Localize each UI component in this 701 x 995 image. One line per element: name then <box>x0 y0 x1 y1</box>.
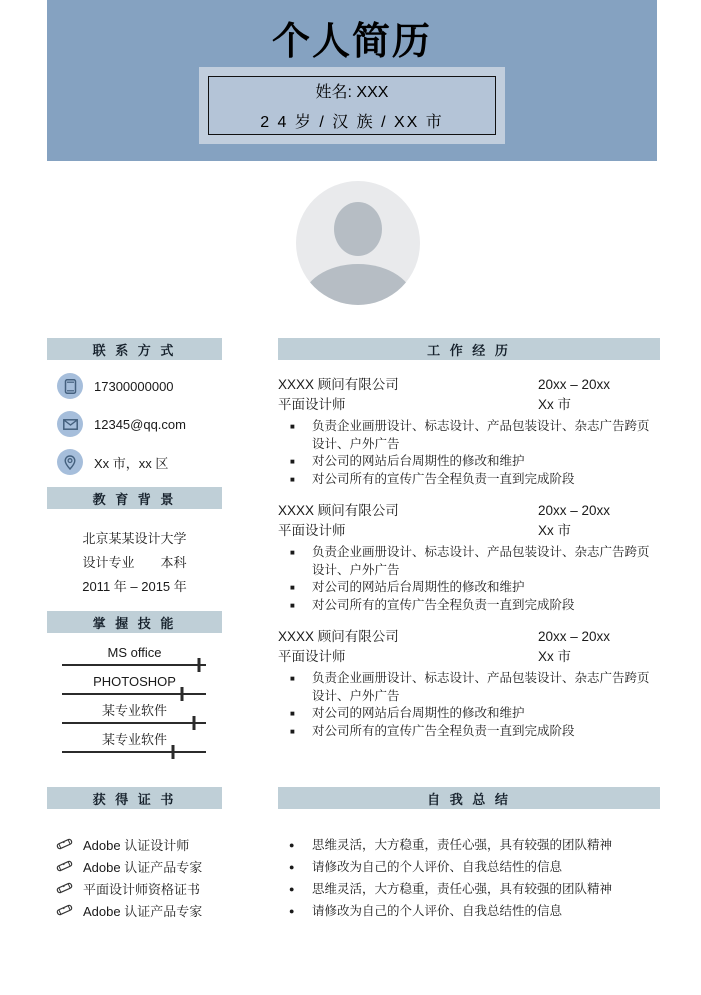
name-line: 姓名: XXX <box>315 84 389 101</box>
job-bullets <box>278 544 660 614</box>
job-company: XXXX 顾问有限公司 <box>278 377 399 392</box>
job-bullet: ■ 负责企业画册设计、标志设计、产品包装设计、杂志广告跨页设计、户外广告 <box>278 670 660 705</box>
skill-name: MS office <box>107 645 162 660</box>
job-bullet: ■ 对公司所有的宣传广告全程负责一直到完成阶段 <box>278 723 660 741</box>
job-title: 平面设计师 <box>278 523 346 538</box>
job-bullet: ■ 对公司所有的宣传广告全程负责一直到完成阶段 <box>278 597 660 615</box>
skill-item <box>47 645 222 674</box>
skill-item <box>47 732 222 761</box>
skill-name: 某专业软件 <box>101 732 167 747</box>
job-bullet: ■ 负责企业画册设计、标志设计、产品包装设计、杂志广告跨页设计、户外广告 <box>278 544 660 579</box>
certificate-row <box>47 833 222 855</box>
page-title: 个人简历 <box>271 21 432 63</box>
avatar-head-icon <box>334 202 382 256</box>
job-period-city <box>538 375 660 415</box>
skill-name: PHOTOSHOP <box>93 674 176 689</box>
certificate-text: Adobe 认证设计师 <box>83 837 190 853</box>
skill-level-track <box>62 664 206 666</box>
job-company-title <box>278 375 538 415</box>
education-body <box>47 527 222 599</box>
skills-heading: 掌 握 技 能 <box>47 611 222 633</box>
section-skills <box>47 611 222 761</box>
contact-row-phone <box>47 373 222 399</box>
diploma-icon <box>55 903 74 917</box>
education-major: 设计专业 <box>82 555 135 570</box>
certificate-row <box>47 855 222 877</box>
phone-icon <box>57 373 83 399</box>
job-company: XXXX 顾问有限公司 <box>278 629 399 644</box>
job-city: Xx 市 <box>538 649 572 664</box>
job-header <box>278 627 660 667</box>
skill-items <box>47 645 222 761</box>
skill-level-marker <box>197 658 200 672</box>
job-header <box>278 501 660 541</box>
skill-item <box>47 674 222 703</box>
skill-level-track <box>62 722 206 724</box>
work-experience-heading: 工 作 经 历 <box>278 338 660 360</box>
header-banner <box>47 0 657 161</box>
job-bullets <box>278 418 660 488</box>
email-address: 12345@qq.com <box>94 416 186 432</box>
section-certificates <box>47 787 222 921</box>
section-self-summary <box>278 787 660 922</box>
skill-item <box>47 703 222 732</box>
job-entry <box>278 501 660 614</box>
contact-row-location <box>47 449 222 475</box>
section-work-experience <box>278 338 660 753</box>
avatar-shoulders-icon <box>302 264 414 305</box>
contact-heading: 联 系 方 式 <box>47 338 222 360</box>
job-period: 20xx – 20xx <box>538 377 611 392</box>
self-summary-heading: 自 我 总 结 <box>278 787 660 809</box>
certificate-row <box>47 899 222 921</box>
summary-bullet: ● 请修改为自己的个人评价、自我总结性的信息 <box>278 856 660 878</box>
diploma-icon <box>55 859 74 873</box>
phone-number: 17300000000 <box>94 378 174 394</box>
location-pin-icon <box>57 449 83 475</box>
job-bullets <box>278 670 660 740</box>
name-box <box>199 67 505 144</box>
certificate-text: 平面设计师资格证书 <box>83 881 201 897</box>
education-heading: 教 育 背 景 <box>47 487 222 509</box>
job-period-city <box>538 501 660 541</box>
job-list <box>278 375 660 740</box>
skill-level-track <box>62 751 206 753</box>
contact-row-email <box>47 411 222 437</box>
contact-items <box>47 373 222 475</box>
education-major-degree <box>47 551 222 575</box>
summary-bullet: ● 请修改为自己的个人评价、自我总结性的信息 <box>278 900 660 922</box>
job-header <box>278 375 660 415</box>
section-education <box>47 487 222 599</box>
summary-bullets <box>278 834 660 922</box>
location-text: Xx 市，xx 区 <box>94 455 169 471</box>
diploma-icon <box>55 881 74 895</box>
job-period-city <box>538 627 660 667</box>
job-bullet: ■ 对公司的网站后台周期性的修改和维护 <box>278 705 660 723</box>
skill-level-marker <box>171 745 174 759</box>
education-period: 2011 年 – 2015 年 <box>82 579 187 594</box>
job-city: Xx 市 <box>538 523 572 538</box>
certificate-items <box>47 833 222 921</box>
skill-level-marker <box>193 716 196 730</box>
job-bullet: ■ 对公司的网站后台周期性的修改和维护 <box>278 453 660 471</box>
job-period: 20xx – 20xx <box>538 629 611 644</box>
education-school: 北京某某设计大学 <box>82 531 187 546</box>
job-entry <box>278 375 660 488</box>
job-period: 20xx – 20xx <box>538 503 611 518</box>
certificate-text: Adobe 认证产品专家 <box>83 903 203 919</box>
job-bullet: ■ 对公司的网站后台周期性的修改和维护 <box>278 579 660 597</box>
summary-bullet: ● 思维灵活，大方稳重，责任心强，具有较强的团队精神 <box>278 878 660 900</box>
summary-bullet: ● 思维灵活，大方稳重，责任心强，具有较强的团队精神 <box>278 834 660 856</box>
name-box-inner <box>208 76 496 135</box>
skill-level-track <box>62 693 206 695</box>
job-bullet: ■ 对公司所有的宣传广告全程负责一直到完成阶段 <box>278 471 660 489</box>
job-title: 平面设计师 <box>278 397 346 412</box>
age-ethnicity-city-line: 2 4 岁 / 汉 族 / XX 市 <box>260 114 444 131</box>
job-company: XXXX 顾问有限公司 <box>278 503 399 518</box>
job-company-title <box>278 627 538 667</box>
avatar <box>296 181 420 305</box>
job-bullet: ■ 负责企业画册设计、标志设计、产品包装设计、杂志广告跨页设计、户外广告 <box>278 418 660 453</box>
job-company-title <box>278 501 538 541</box>
certificate-text: Adobe 认证产品专家 <box>83 859 203 875</box>
job-city: Xx 市 <box>538 397 572 412</box>
skill-name: 某专业软件 <box>101 703 167 718</box>
certificate-row <box>47 877 222 899</box>
mail-icon <box>57 411 83 437</box>
job-title: 平面设计师 <box>278 649 346 664</box>
diploma-icon <box>55 837 74 851</box>
certificates-heading: 获 得 证 书 <box>47 787 222 809</box>
skill-level-marker <box>180 687 183 701</box>
section-contact <box>47 338 222 487</box>
education-degree: 本科 <box>160 555 187 570</box>
job-entry <box>278 627 660 740</box>
